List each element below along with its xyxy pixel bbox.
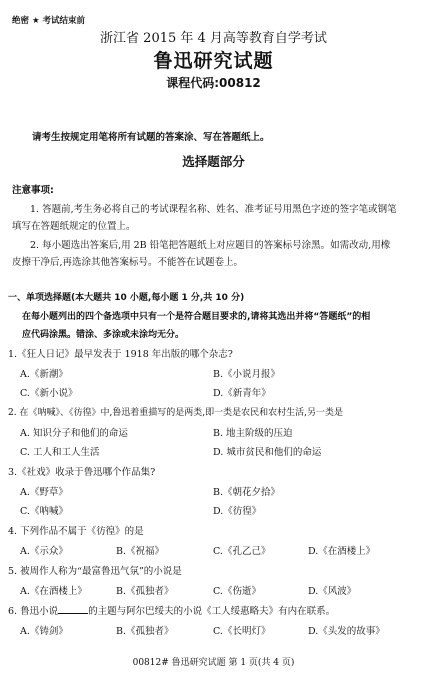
question-5-stem: 5. 被周作人称为“最富鲁迅气氛”的小说是 xyxy=(8,566,182,577)
question-6-stem-part-2: 的主题与阿尔巴绥夫的小说《工人绥惠略夫》有内在联系。 xyxy=(88,606,336,617)
question-2-option-b[interactable]: B. 地主阶级的压迫 xyxy=(213,428,293,439)
confidential-label: 绝密 ★ 考试结束前 xyxy=(12,16,86,26)
question-3-option-d[interactable]: D.《彷徨》 xyxy=(213,506,262,517)
question-4-option-c[interactable]: C.《孔乙己》 xyxy=(213,546,271,557)
part1-heading: 一、单项选择题(本大题共 10 小题,每小题 1 分,共 10 分) xyxy=(8,293,245,303)
question-4-stem: 4. 下列作品不属于《彷徨》的是 xyxy=(8,526,144,537)
notes-heading: 注意事项: xyxy=(12,185,54,196)
question-6-blank xyxy=(58,604,88,614)
part1-instruction-line-2: 应代码涂黑。错涂、多涂或未涂均无分。 xyxy=(22,330,185,340)
question-6-option-c[interactable]: C.《长明灯》 xyxy=(213,626,271,637)
question-4-option-d[interactable]: D.《在酒楼上》 xyxy=(308,546,376,557)
note-2-line-1: 2. 每小题选出答案后,用 2B 铅笔把答题纸上对应题目的答案标号涂黑。如需改动,用橡 xyxy=(30,240,391,251)
part1-instruction-line-1: 在每小题列出的四个备选项中只有一个是符合题目要求的,请将其选出并将“答题纸”的相 xyxy=(22,312,371,322)
question-2-option-a[interactable]: A. 知识分子和他们的命运 xyxy=(20,428,128,439)
intro-instruction: 请考生按规定用笔将所有试题的答案涂、写在答题纸上。 xyxy=(32,132,270,143)
note-1-line-2: 填写在答题纸规定的位置上。 xyxy=(12,221,136,232)
question-3-option-b[interactable]: B.《朝花夕拾》 xyxy=(213,487,281,498)
question-1-option-d[interactable]: D.《新青年》 xyxy=(213,388,271,399)
question-6-stem-part-1: 6. 鲁迅小说 xyxy=(8,606,59,617)
question-2-option-c[interactable]: C. 工人和工人生活 xyxy=(20,447,100,458)
question-6-option-d[interactable]: D.《头发的故事》 xyxy=(308,626,385,637)
question-5-option-a[interactable]: A.《在酒楼上》 xyxy=(20,586,87,597)
note-2-line-2: 皮擦干净后,再选涂其他答案标号。不能答在试题卷上。 xyxy=(12,257,244,268)
question-1-option-a[interactable]: A.《新潮》 xyxy=(20,369,68,380)
question-3-option-a[interactable]: A.《野草》 xyxy=(20,487,68,498)
question-4-option-b[interactable]: B.《祝福》 xyxy=(116,546,165,557)
question-4-option-a[interactable]: A.《示众》 xyxy=(20,546,68,557)
question-2-option-d[interactable]: D. 城市贫民和他们的命运 xyxy=(213,447,322,458)
course-code: 课程代码:00812 xyxy=(166,76,261,90)
question-3-stem: 3.《社戏》收录于鲁迅哪个作品集? xyxy=(8,467,156,478)
question-3-option-c[interactable]: C.《呐喊》 xyxy=(20,506,68,517)
note-1-line-1: 1. 答题前,考生务必将自己的考试课程名称、姓名、准考证号用黑色字迹的签字笔或钢笔 xyxy=(30,204,397,215)
question-6-stem xyxy=(8,603,335,617)
question-1-option-b[interactable]: B.《小说月报》 xyxy=(213,369,281,380)
question-2-stem: 2. 在《呐喊》、《彷徨》中,鲁迅着重描写的是两类,即一类是农民和农村生活,另一类是 xyxy=(8,408,344,418)
question-5-option-d[interactable]: D.《风波》 xyxy=(308,586,357,597)
exam-name: 浙江省 2015 年 4 月高等教育自学考试 xyxy=(100,31,327,46)
section-title: 选择题部分 xyxy=(182,154,245,169)
question-6-option-a[interactable]: A.《铸剑》 xyxy=(20,626,68,637)
paper-title: 鲁迅研究试题 xyxy=(153,50,274,72)
question-6-option-b[interactable]: B.《孤独者》 xyxy=(116,626,174,637)
question-5-option-c[interactable]: C.《伤逝》 xyxy=(213,586,261,597)
page-footer: 00812# 鲁迅研究试题 第 1 页(共 4 页) xyxy=(132,658,295,668)
question-5-option-b[interactable]: B.《孤独者》 xyxy=(116,586,174,597)
question-1-option-c[interactable]: C.《新小说》 xyxy=(20,388,78,399)
question-1-stem: 1.《狂人日记》最早发表于 1918 年出版的哪个杂志? xyxy=(8,349,233,360)
